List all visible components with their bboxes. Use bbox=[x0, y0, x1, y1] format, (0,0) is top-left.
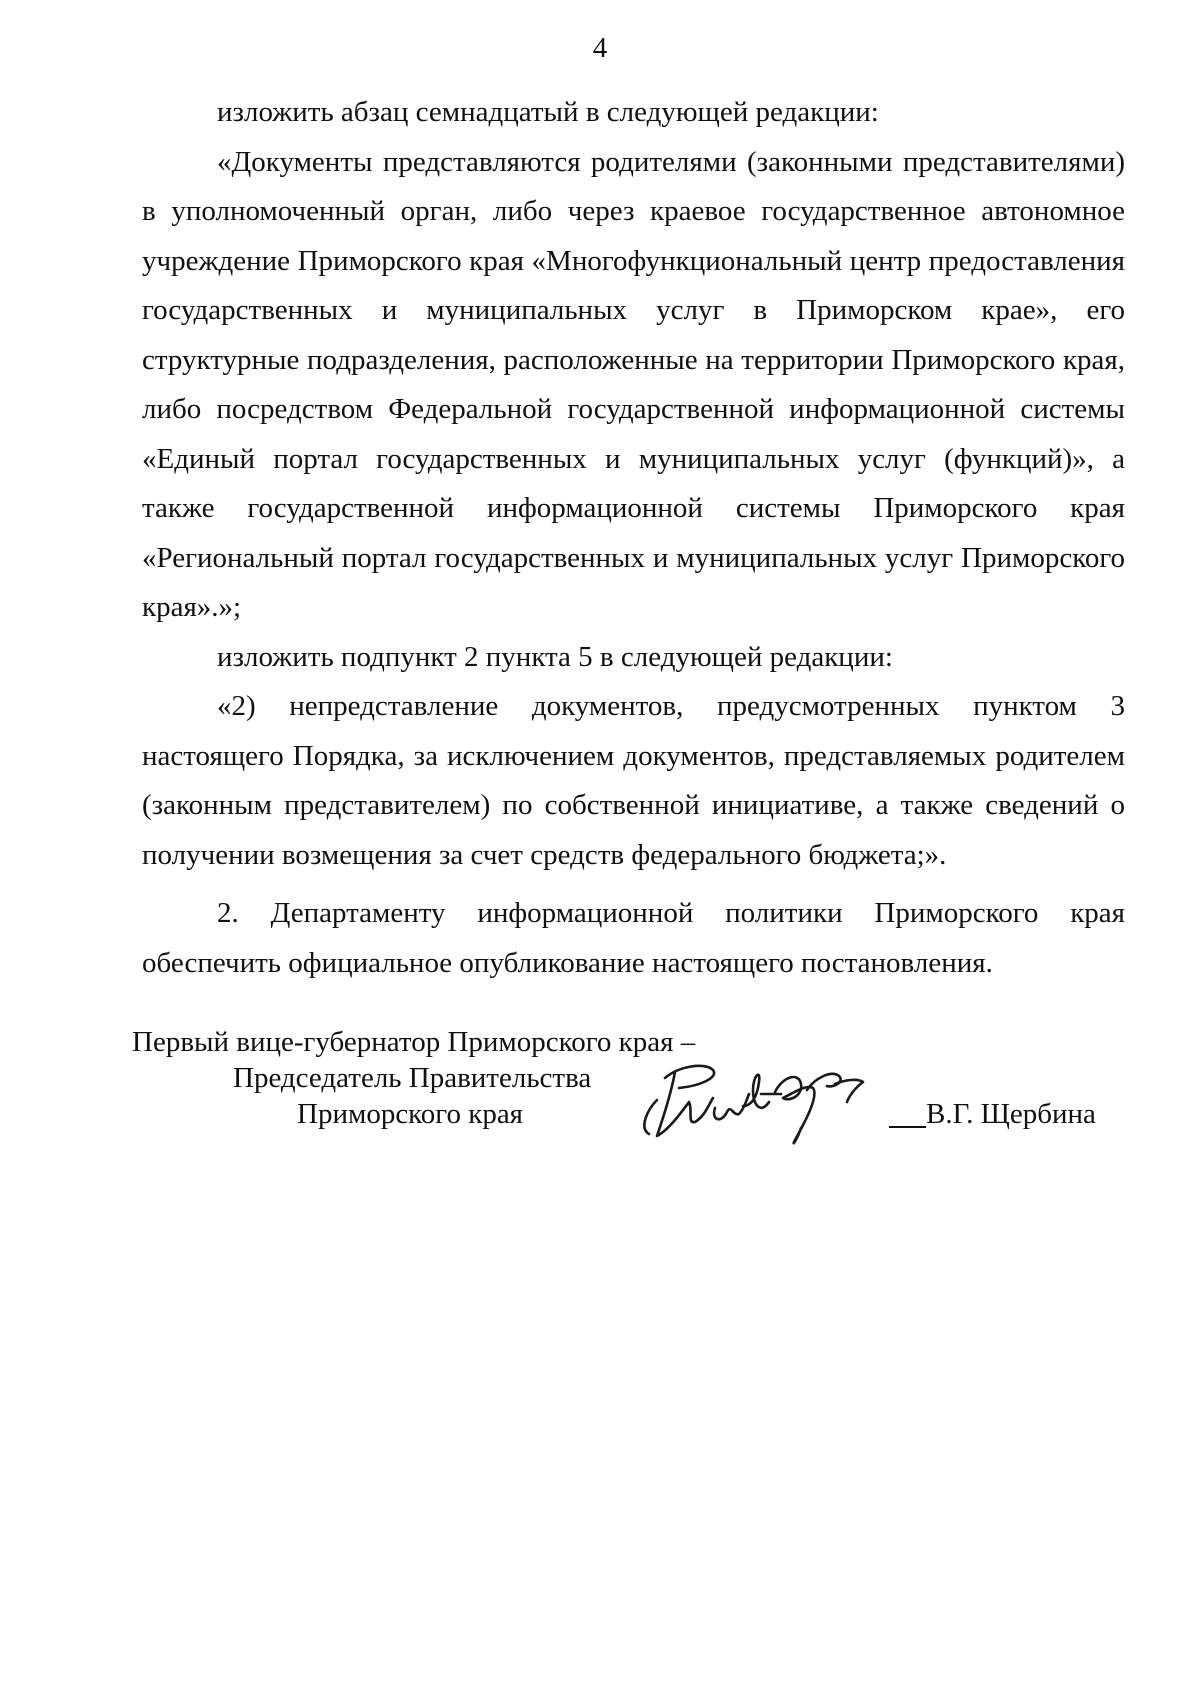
signer-name: В.Г. Щербина bbox=[926, 1098, 1096, 1130]
signer-title-line-2: Председатель Правительства bbox=[233, 1062, 592, 1094]
paragraph-publication: 2. Департаменту информационной политики Приморского края обеспечить официальное опубликование настоящего постановления. bbox=[142, 897, 1125, 979]
paragraph-amend-seventeenth: изложить абзац семнадцатый в следующей редакции: bbox=[217, 96, 879, 128]
signer-title-line-1: Первый вице-губернатор Приморского края – bbox=[132, 1026, 696, 1058]
page-number: 4 bbox=[592, 32, 608, 64]
signature-underline bbox=[889, 1126, 926, 1128]
paragraph-amend-subpoint: изложить подпункт 2 пункта 5 в следующей редакции: bbox=[217, 640, 893, 673]
paragraph-subpoint-2: «2) непредставление документов, предусмотренных пунктом 3 настоящего Порядка, за исключением документов, представляемых родителем (законным представителем) по собственной инициативе, а также сведений о получении возмещения за счет средств федерального бюджета;». bbox=[142, 690, 1125, 871]
document-body bbox=[142, 88, 1125, 988]
signer-title-line-3: Приморского края bbox=[297, 1098, 524, 1130]
handwritten-signature bbox=[635, 1048, 885, 1152]
paragraph-documents-submission: «Документы представляются родителями (законными представителями) в уполномоченный орган, либо через краевое государственное автономное учреждение Приморского края «Многофункциональный центр предоставления государственных и муниципальных услуг в Приморском крае», его структурные подразделения, расположенные на территории Приморского края, либо посредством Федеральной государственной информационной системы «Единый портал государственных и муниципальных услуг (функций)», а также государственной информационной системы Приморского края «Региональный портал государственных и муниципальных услуг Приморского края».»; bbox=[142, 145, 1125, 623]
